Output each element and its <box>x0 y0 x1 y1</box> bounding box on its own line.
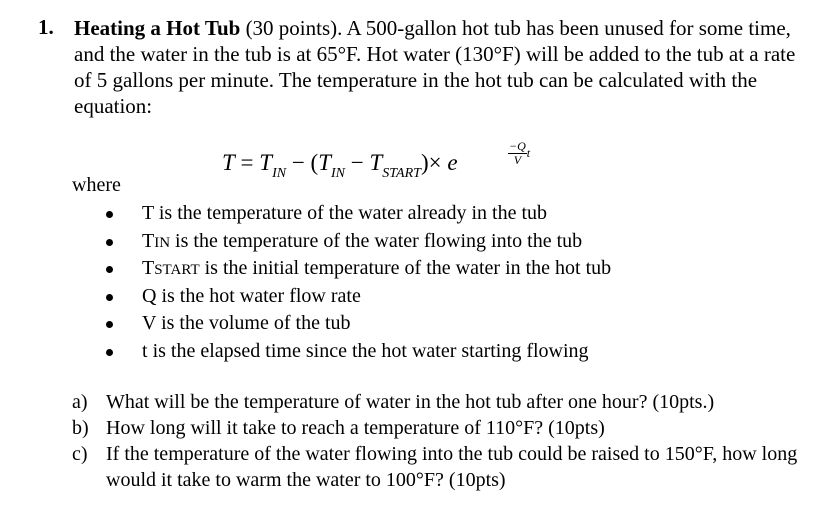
problem-title: Heating a Hot Tub <box>74 16 241 40</box>
definition-item <box>98 283 611 311</box>
eq-in-sub: IN <box>272 166 287 181</box>
questions-list <box>72 389 819 493</box>
definition-symbol: Q <box>142 284 157 307</box>
bullet-icon <box>106 321 113 328</box>
equation-exponent <box>508 140 530 167</box>
definition-item <box>98 228 611 256</box>
definition-text: is the elapsed time since the hot water starting flowing <box>147 339 589 362</box>
eq-minus: − <box>345 150 370 175</box>
bullet-icon <box>106 239 113 246</box>
question-text: If the temperature of the water flowing into the tub could be raised to 150°F, how long would it take to warm the water to 100°F? (10pts) <box>106 443 798 491</box>
bullet-icon <box>106 211 113 218</box>
question-label: b) <box>72 417 89 439</box>
bullet-icon <box>106 266 113 273</box>
equation-main <box>222 150 458 182</box>
definition-item <box>98 255 611 283</box>
eq-e: e <box>447 150 458 175</box>
question-label: c) <box>72 443 88 465</box>
definition-item <box>98 200 611 228</box>
definition-text: is the temperature of the water flowing into the tub <box>170 229 583 252</box>
definition-item <box>98 310 611 338</box>
exponent-t: t <box>526 146 531 160</box>
definition-text: is the temperature of the water already in the tub <box>153 202 548 224</box>
problem-intro <box>74 15 804 119</box>
eq-lhs: T <box>222 150 235 175</box>
definition-item <box>98 338 611 366</box>
definition-symbol: T <box>142 202 154 224</box>
eq-equals: = <box>234 150 260 175</box>
question-text: What will be the temperature of water in the hot tub after one hour? (10pts.) <box>106 391 715 413</box>
definitions-list <box>98 200 611 366</box>
problem-number: 1. <box>38 15 54 39</box>
definition-symbol: T <box>142 229 155 252</box>
eq-t-in: T <box>259 150 273 175</box>
definition-text: is the volume of the tub <box>156 312 351 335</box>
definition-symbol: V <box>142 312 157 335</box>
bullet-icon <box>106 294 113 301</box>
eq-t-in-2: T <box>318 150 332 175</box>
definition-symbol: t <box>142 339 148 362</box>
definition-text: is the initial temperature of the water in the hot tub <box>199 257 612 280</box>
eq-times: × <box>428 150 448 175</box>
where-label: where <box>72 174 121 196</box>
definition-subscript: IN <box>154 234 171 251</box>
eq-close-paren: ) <box>420 150 429 175</box>
question-item <box>72 441 819 493</box>
problem-statement: A 500-gallon hot tub has been unused for some time, and the water in the tub is at 65°F. Hot water (130°F) will be added to the tub at a rate of 5 gallons per minute. The temperature in the hot tub can be calculated with the equation: <box>74 16 796 118</box>
question-item <box>72 389 819 415</box>
problem-points: (30 points). <box>240 16 343 40</box>
question-text: How long will it take to reach a temperature of 110°F? (10pts) <box>106 417 605 439</box>
definition-symbol: T <box>142 257 155 280</box>
definition-subscript: START <box>154 262 200 279</box>
exponent-numerator: −Q <box>509 139 526 153</box>
question-label: a) <box>72 391 88 413</box>
bullet-icon <box>106 349 113 356</box>
exponent-denominator: V <box>513 153 522 167</box>
eq-start-sub: START <box>382 166 421 181</box>
exponent-fraction <box>508 140 527 167</box>
eq-in-sub-2: IN <box>331 166 346 181</box>
eq-t-start: T <box>369 150 383 175</box>
definition-text: is the hot water flow rate <box>156 284 361 307</box>
temperature-equation <box>222 140 582 185</box>
question-item <box>72 415 819 441</box>
eq-minus-paren: − ( <box>286 150 319 175</box>
